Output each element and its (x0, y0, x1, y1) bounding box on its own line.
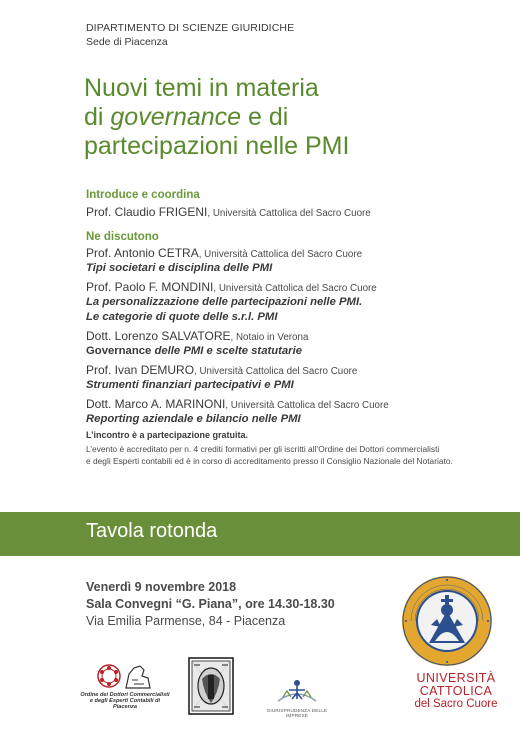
speaker-name: Prof. Paolo F. MONDINI (86, 280, 214, 294)
speaker-affiliation: , Università Cattolica del Sacro Cuore (198, 249, 363, 260)
speaker-affiliation: , Università Cattolica del Sacro Cuore (225, 400, 389, 411)
discussant-name (86, 397, 389, 411)
talk-title (86, 345, 302, 357)
ucsc-line-2: CATTOLICA (419, 684, 493, 698)
event-place: Sala Convegni “G. Piana”, ore 14.30-18.30 (86, 597, 335, 611)
odc-label: Ordine dei Dottori Commercialisti e degli Esperti Contabili di Piacenza (80, 692, 170, 711)
speaker-affiliation: , Università Cattolica del Sacro Cuore (213, 283, 377, 294)
speaker-name: Prof. Antonio CETRA (86, 246, 199, 260)
band-label: Tavola rotonda (86, 520, 218, 542)
title-line-2-post: e di (241, 103, 289, 131)
event-date: Venerdì 9 novembre 2018 (86, 580, 237, 594)
speaker-name: Dott. Marco A. MARINONI (86, 397, 226, 411)
department-name: DIPARTIMENTO DI SCIENZE GIURIDICHE (86, 22, 295, 34)
ucsc-line-1: UNIVERSITÀ (416, 671, 496, 685)
ucsc-seal-icon (401, 575, 493, 667)
notary-seal-icon (188, 657, 234, 715)
talk-title-cont: Le categorie di quote delle s.r.l. PMI (86, 311, 278, 323)
talk-title: Reporting aziendale e bilancio nelle PMI (86, 413, 301, 425)
discussant-name (86, 363, 357, 377)
discussant-name (86, 246, 362, 260)
department-seat: Sede di Piacenza (86, 36, 168, 48)
intro-heading: Introduce e coordina (86, 189, 200, 201)
giurisprudenza-logo-icon (274, 677, 320, 707)
discussant-name (86, 280, 377, 294)
title-line-3: partecipazioni nelle PMI (84, 132, 350, 160)
talk-title-rest: delle PMI e scelte statutarie (151, 345, 303, 357)
talk-title: Strumenti finanziari partecipativi e PMI (86, 379, 294, 391)
title-line-2-em: governance (110, 103, 242, 131)
title-line-2-pre: di (84, 103, 111, 131)
title-band (0, 512, 520, 556)
speaker-name: Prof. Claudio FRIGENI (86, 205, 208, 219)
ucsc-line-3: del Sacro Cuore (414, 698, 498, 710)
giurisprudenza-label: GIURISPRUDENZA DELLE IMPRESE (266, 708, 328, 718)
intro-speaker (86, 205, 371, 219)
speaker-affiliation: , Università Cattolica del Sacro Cuore (207, 208, 371, 219)
speaker-name: Prof. Ivan DEMURO (86, 363, 195, 377)
title-line-2 (84, 103, 484, 132)
speaker-affiliation: , Università Cattolica del Sacro Cuore (194, 366, 358, 377)
page-title (84, 74, 484, 161)
discussants-heading: Ne discutono (86, 231, 159, 243)
odc-logo-icon (96, 660, 154, 692)
ucsc-wordmark (406, 672, 506, 711)
credits-note-line-2: e degli Esperti contabili ed è in corso di accreditamento presso il Consiglio Nazionale del Notariato. (86, 456, 453, 466)
credits-note-line-1: L’evento è accreditato per n. 4 crediti formativi per gli iscritti all’Ordine dei Dottori commercialisti (86, 444, 440, 454)
discussant-name (86, 329, 308, 343)
event-address: Via Emilia Parmense, 84 - Piacenza (86, 614, 286, 628)
talk-title-upright: Governance (86, 345, 152, 357)
talk-title: Tipi societari e disciplina delle PMI (86, 262, 273, 274)
free-attendance-note: L’incontro è a partecipazione gratuita. (86, 430, 249, 440)
speaker-affiliation: , Notaio in Verona (230, 332, 309, 343)
title-line-1: Nuovi temi in materia (84, 74, 319, 102)
talk-title: La personalizzazione delle partecipazioni nelle PMI. (86, 296, 363, 308)
speaker-name: Dott. Lorenzo SALVATORE (86, 329, 231, 343)
